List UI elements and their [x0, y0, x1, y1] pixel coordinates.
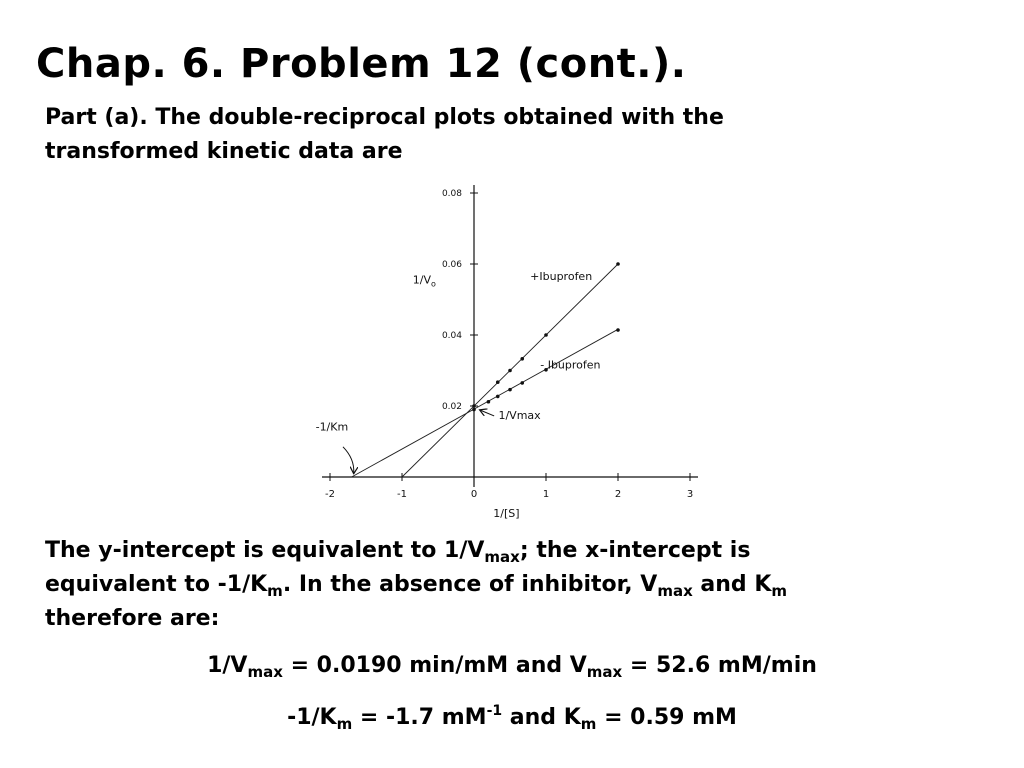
eq2-part-b: = -1.7 mM: [352, 705, 487, 730]
series-label-minus-ibuprofen: - Ibuprofen: [540, 358, 601, 372]
data-point-1: [496, 395, 500, 399]
explanation-line-2: [45, 568, 945, 602]
x-tick-label: 2: [614, 489, 622, 500]
eq1-part-a: 1/V: [207, 653, 248, 678]
eq2-sub-m-1: m: [336, 715, 353, 733]
y-axis-label: [413, 274, 436, 289]
x-tick-label: 1: [542, 489, 550, 500]
data-point-0: [520, 357, 524, 361]
explanation-part-5: and K: [692, 572, 772, 597]
explanation-text: [45, 534, 945, 636]
eq2-part-d: = 0.59 mM: [596, 705, 737, 730]
explanation-line-3: therefore are:: [45, 606, 220, 631]
y-axis-label-main: 1/V: [412, 273, 432, 287]
annotation-vmax: 1/Vmax: [498, 409, 541, 423]
eq1-part-b: = 0.0190 min/mM and V: [282, 653, 587, 678]
data-point-1: [472, 408, 476, 412]
slide-title: Chap. 6. Problem 12 (cont.).: [36, 41, 687, 87]
explanation-part-4: . In the absence of inhibitor, V: [282, 572, 658, 597]
intro-text: [45, 101, 945, 169]
y-tick-label: 0.02: [441, 402, 462, 412]
data-point-1: [487, 400, 491, 404]
eq1-part-c: = 52.6 mM/min: [622, 653, 817, 678]
explanation-line-1: [45, 534, 945, 568]
data-point-0: [616, 262, 620, 266]
data-point-1: [508, 388, 512, 392]
km-arrow: [343, 447, 354, 473]
data-point-0: [496, 380, 500, 384]
sub-max-2: max: [657, 582, 693, 600]
y-tick-label: 0.04: [441, 331, 462, 341]
eq2-exponent: -1: [486, 703, 503, 719]
data-point-1: [616, 328, 620, 332]
x-tick-label: 3: [686, 489, 694, 500]
x-axis-label: 1/[S]: [493, 507, 520, 520]
eq2-sub-m-2: m: [580, 715, 597, 733]
explanation-part-3: equivalent to -1/K: [45, 572, 268, 597]
lineweaver-burk-chart: [300, 176, 720, 528]
eq2-part-a: -1/K: [287, 705, 337, 730]
equation-km: [0, 703, 1024, 733]
intro-line-2: transformed kinetic data are: [45, 139, 403, 164]
y-axis-label-sub: o: [431, 279, 436, 289]
data-point-0: [544, 333, 548, 337]
eq2-part-c: and K: [502, 705, 581, 730]
sub-m-2: m: [771, 582, 788, 600]
sub-m-1: m: [267, 582, 283, 600]
equation-vmax: [0, 653, 1024, 681]
sub-max-1: max: [484, 548, 520, 566]
y-tick-label: 0.06: [441, 260, 462, 270]
series-line-1: [352, 329, 618, 477]
x-tick-label: -2: [325, 489, 335, 500]
data-point-1: [520, 381, 524, 385]
x-tick-label: 0: [470, 489, 478, 500]
explanation-part-1: The y-intercept is equivalent to 1/V: [45, 538, 485, 563]
eq1-sub-max-2: max: [586, 663, 623, 681]
explanation-part-2: ; the x-intercept is: [519, 538, 751, 563]
y-tick-label: 0.08: [441, 189, 462, 199]
data-point-0: [472, 404, 476, 408]
eq1-sub-max-1: max: [247, 663, 283, 681]
annotation-km: -1/Km: [315, 420, 349, 434]
vmax-arrow: [480, 410, 494, 416]
intro-line-1: Part (a). The double-reciprocal plots obtained with the: [45, 105, 724, 130]
data-point-0: [508, 369, 512, 373]
x-tick-label: -1: [397, 489, 407, 500]
series-label-plus-ibuprofen: +Ibuprofen: [530, 269, 593, 283]
